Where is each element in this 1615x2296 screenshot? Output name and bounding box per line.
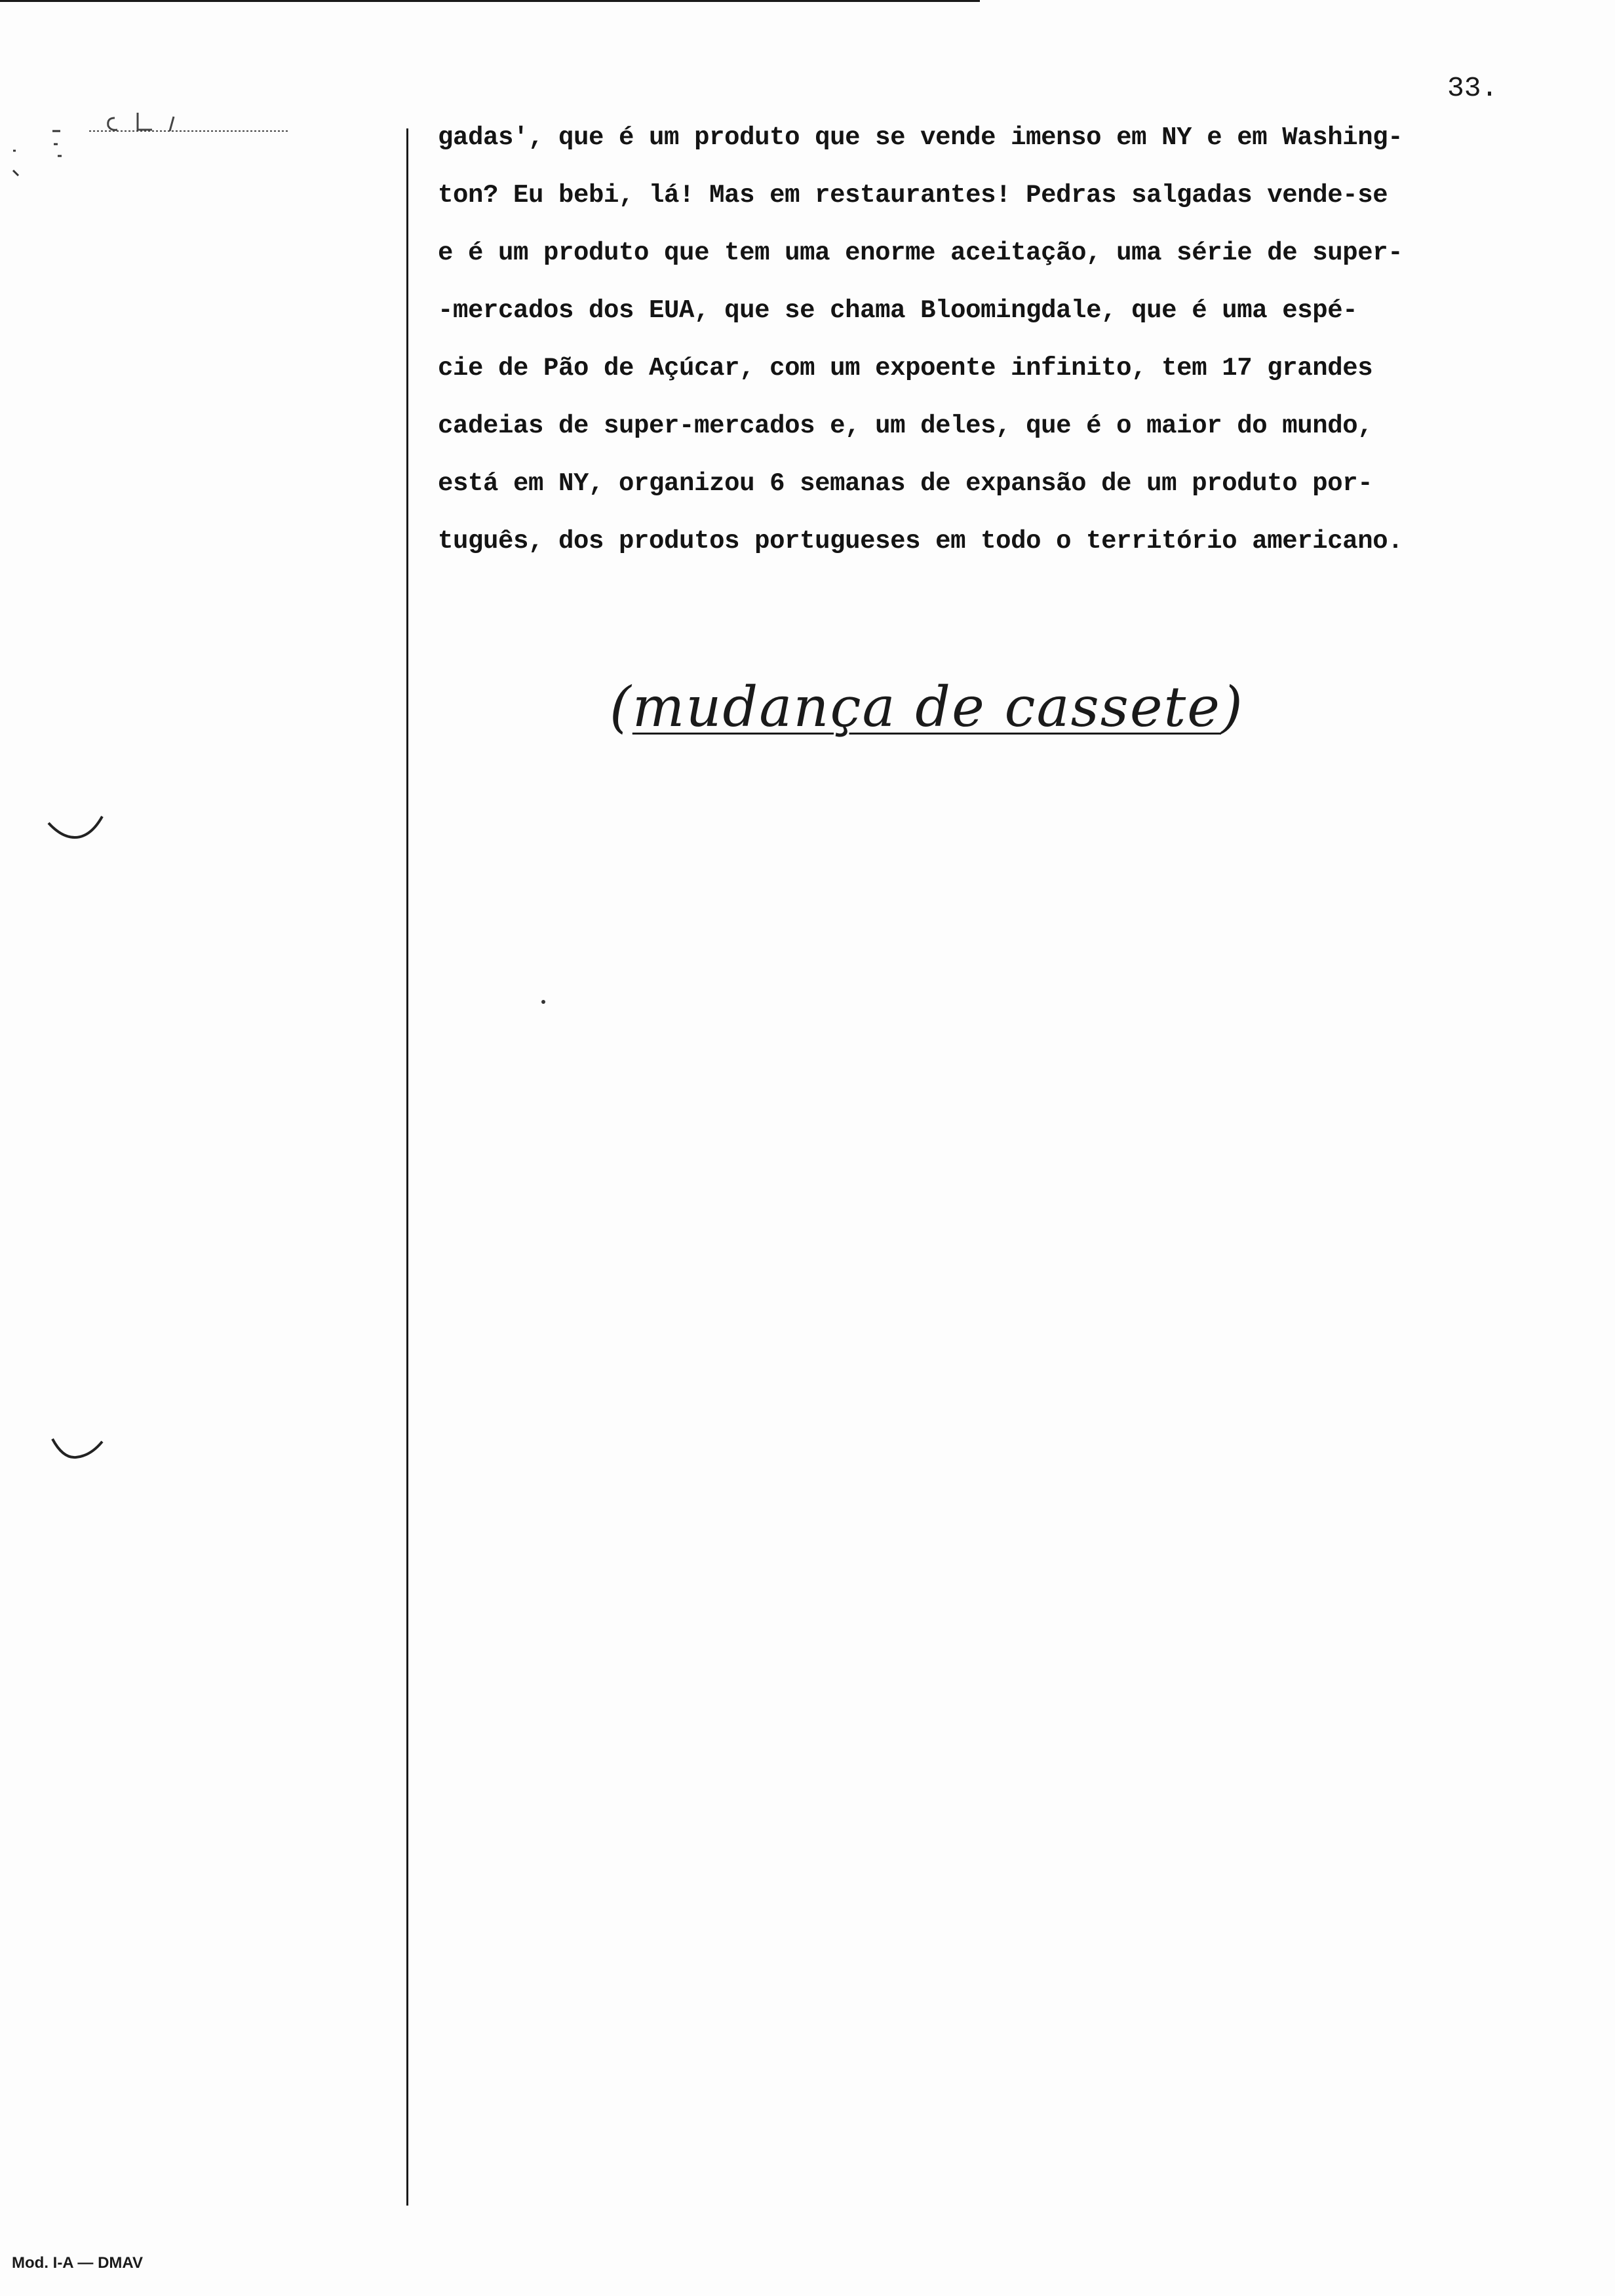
body-line: -mercados dos EUA, que se chama Bloomingdale, que é uma espé-	[438, 296, 1358, 325]
check-mark-icon	[50, 1435, 109, 1468]
margin-rule	[406, 128, 408, 2206]
margin-initials-mark	[52, 79, 295, 170]
form-code-label: Mod. I-A — DMAV	[12, 2254, 143, 2272]
body-line: cadeias de super-mercados e, um deles, que é o maior do mundo,	[438, 411, 1373, 440]
body-line: gadas', que é um produto que se vende imenso em NY e em Washing-	[438, 123, 1403, 152]
page-number: 33.	[1447, 72, 1498, 104]
check-mark-icon	[46, 813, 105, 845]
body-line: cie de Pão de Açúcar, com um expoente infinito, tem 17 grandes	[438, 354, 1373, 383]
body-line: está em NY, organizou 6 semanas de expansão de um produto por-	[438, 469, 1373, 498]
body-line: tuguês, dos produtos portugueses em todo o território americano.	[438, 527, 1403, 556]
body-line: ton? Eu bebi, lá! Mas em restaurantes! Pedras salgadas vende-se	[438, 181, 1388, 210]
body-line: e é um produto que tem uma enorme aceitação, uma série de super-	[438, 239, 1403, 267]
body-text	[438, 109, 1565, 570]
margin-tick-icon	[7, 138, 33, 190]
top-rule	[0, 0, 980, 2]
ink-speck	[541, 1000, 545, 1004]
note-text: mudança de cassete	[632, 675, 1222, 739]
note-open-paren: (	[610, 675, 632, 739]
handwritten-note	[610, 675, 1244, 739]
note-close-paren: )	[1221, 675, 1244, 739]
